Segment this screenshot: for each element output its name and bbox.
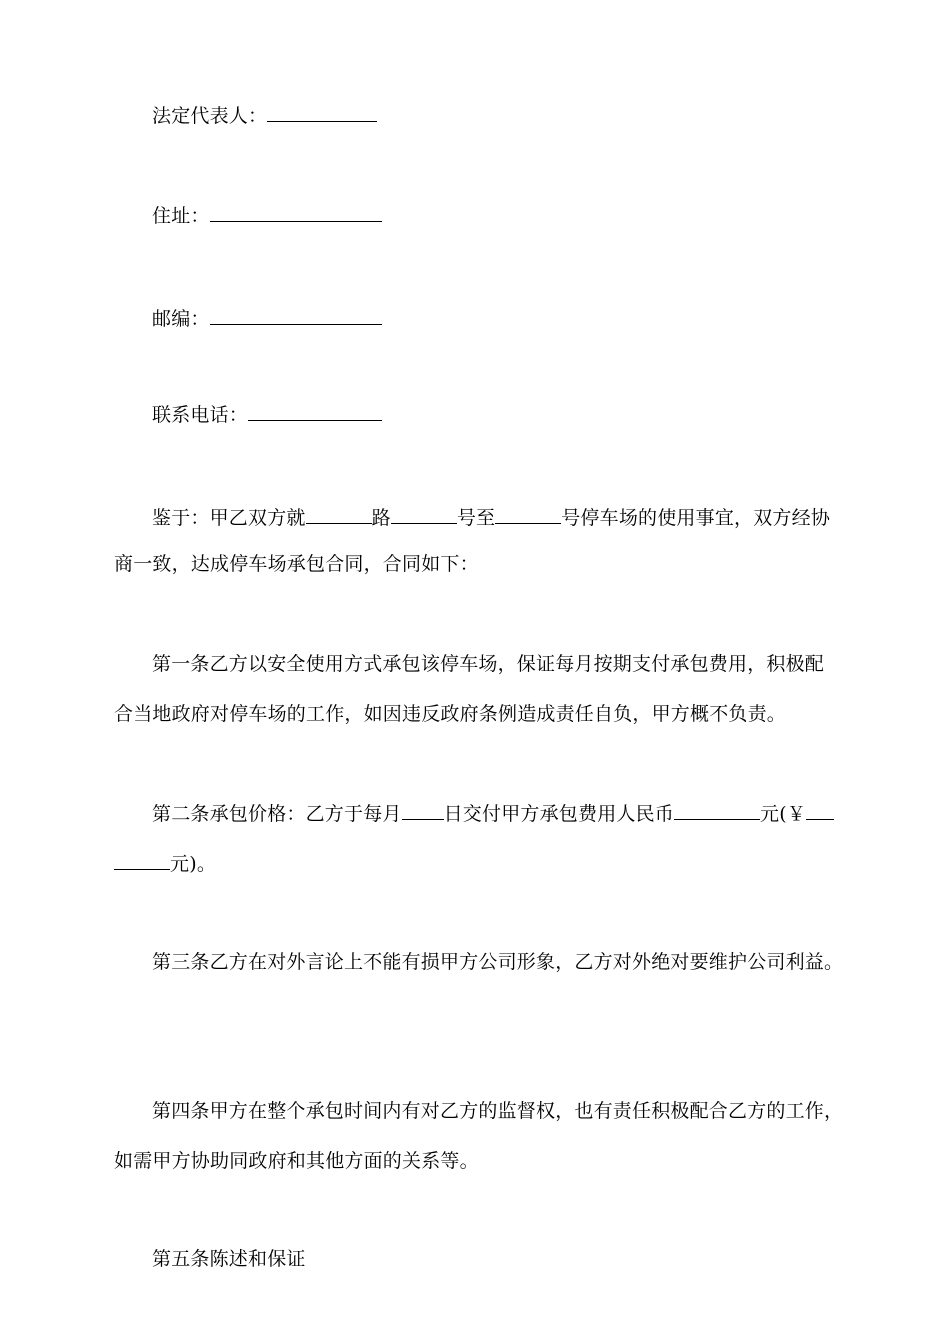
- address-label: 住址：: [152, 205, 210, 227]
- legal-representative-blank: [267, 103, 377, 122]
- article-2-line-1: [152, 801, 834, 826]
- recital-line-1: [152, 505, 830, 530]
- article-4-line-1: 第四条甲方在整个承包时间内有对乙方的监督权，也有责任积极配合乙方的工作，: [152, 1100, 844, 1122]
- phone-line: [152, 402, 382, 427]
- payment-day-blank: [402, 801, 444, 820]
- amount-figure-blank-start: [806, 801, 834, 820]
- recital-line-2: 商一致，达成停车场承包合同，合同如下：: [114, 553, 479, 575]
- postcode-label: 邮编：: [152, 308, 210, 330]
- amount-words-blank: [674, 801, 760, 820]
- article-3-line-1: 第三条乙方在对外言论上不能有损甲方公司形象，乙方对外绝对要维护公司利益。: [152, 951, 844, 973]
- article-5-title: 第五条陈述和保证: [152, 1248, 306, 1270]
- article-1-line-2: 合当地政府对停车场的工作，如因违反政府条例造成责任自负，甲方概不负责。: [114, 703, 787, 725]
- phone-label: 联系电话：: [152, 404, 249, 426]
- recital-text-d: 号停车场的使用事宜，双方经协: [561, 507, 831, 529]
- legal-representative-label: 法定代表人：: [152, 105, 268, 127]
- postcode-blank: [210, 306, 382, 325]
- recital-text-c: 号至: [456, 507, 496, 529]
- article-2-text-a: 第二条承包价格：乙方于每月: [152, 803, 402, 825]
- article-1-line-1: 第一条乙方以安全使用方式承包该停车场，保证每月按期支付承包费用，积极配: [152, 653, 825, 675]
- number-from-blank: [391, 505, 457, 524]
- number-to-blank: [495, 505, 561, 524]
- article-2-line-2: [114, 851, 216, 876]
- recital-text-b: 路: [371, 507, 391, 529]
- article-2-text-d: 元)。: [170, 853, 217, 875]
- address-line: [152, 203, 382, 228]
- amount-figure-blank-end: [114, 851, 170, 870]
- phone-blank: [248, 402, 382, 421]
- postcode-line: [152, 306, 382, 331]
- road-blank: [306, 505, 372, 524]
- article-2-text-b: 日交付甲方承包费用人民币: [443, 803, 675, 825]
- address-blank: [210, 203, 382, 222]
- legal-representative-line: [152, 103, 377, 128]
- recital-text-a: 鉴于：甲乙双方就: [152, 507, 306, 529]
- article-2-text-c: 元(￥: [760, 803, 807, 825]
- article-4-line-2: 如需甲方协助同政府和其他方面的关系等。: [114, 1150, 479, 1172]
